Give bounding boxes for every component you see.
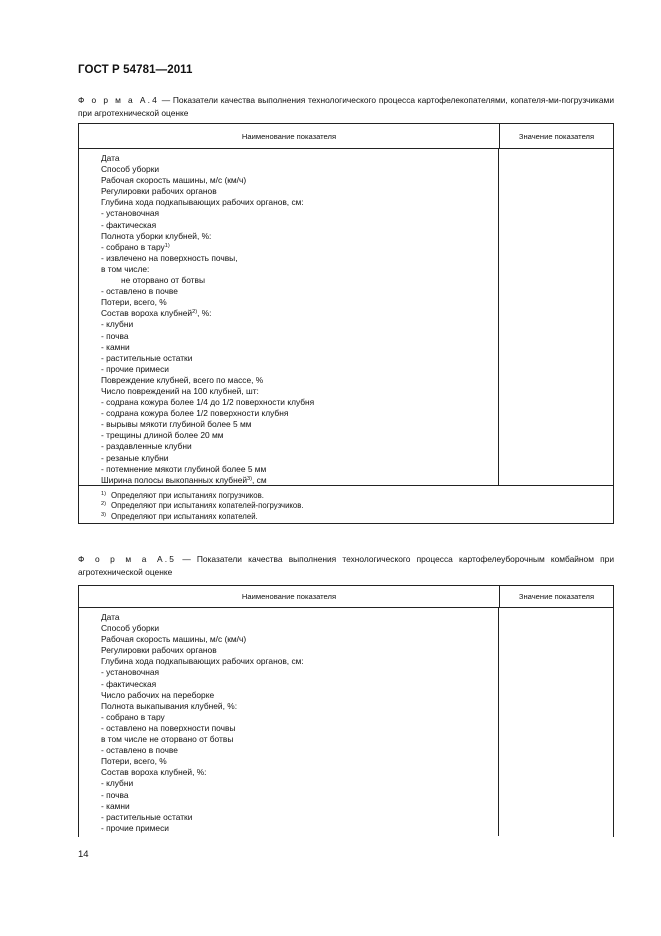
indicator-text: Глубина хода подкапывающих рабочих органов, см:	[101, 656, 304, 667]
indicator-text: в том числе:	[101, 263, 150, 274]
indicator-text: - фактическая	[101, 678, 157, 689]
indicator-text: в том числе не оторвано от ботвы	[101, 734, 234, 745]
indicator-row	[101, 319, 498, 330]
form-a4-caption-text: — Показатели качества выполнения технологического процесса картофелекопателями, копателя-ми-погрузчиками при агротехнической оценке	[78, 95, 614, 118]
footnote-ref: 2)	[192, 309, 198, 316]
indicator-row	[101, 220, 498, 231]
indicator-text: - почва	[101, 330, 129, 341]
indicator-row	[101, 453, 498, 464]
indicator-text: Потери, всего, %	[101, 756, 167, 767]
column-header-value: Значение показателя	[518, 592, 595, 601]
indicator-row	[101, 701, 498, 712]
form-a5-caption	[78, 553, 614, 578]
indicator-text: Регулировки рабочих органов	[101, 645, 217, 656]
indicator-text: - камни	[101, 800, 130, 811]
indicator-row	[101, 386, 498, 397]
indicator-text: - трещины длиной более 20 мм	[101, 430, 224, 441]
form-a5-caption-lead: Ф о р м а А.5	[78, 554, 177, 564]
indicator-row	[101, 756, 498, 767]
indicator-suffix: , см	[252, 474, 267, 485]
indicator-text: - собрано в тару	[101, 711, 165, 722]
footnote: $^{3)}$ Определяют при испытаниях копателей.	[101, 511, 258, 521]
indicator-text: - растительные остатки	[101, 811, 193, 822]
indicator-text: - прочие примеси	[101, 822, 169, 833]
indicator-row	[101, 408, 498, 419]
form-a4-table-body	[79, 149, 613, 486]
indicator-row	[101, 175, 498, 186]
column-header-name: Наименование показателя	[79, 586, 500, 607]
indicator-text: Состав вороха клубней	[101, 308, 193, 319]
footnotes	[79, 486, 613, 522]
indicator-text: - раздавленные клубни	[101, 441, 192, 452]
indicator-row	[101, 397, 498, 408]
indicator-row	[101, 197, 498, 208]
indicator-text: Число рабочих на переборке	[101, 689, 215, 700]
indicator-text: - клубни	[101, 778, 134, 789]
indicator-text: - оставлено на поверхности почвы	[101, 722, 236, 733]
indicator-row	[101, 430, 498, 441]
indicator-row	[101, 778, 498, 789]
indicator-row	[101, 656, 498, 667]
indicator-text: - клубни	[101, 319, 134, 330]
indicator-text: не оторвано от ботвы	[121, 275, 205, 286]
footnote: $^{1)}$ Определяют при испытаниях погрузчиков.	[101, 491, 264, 500]
indicator-row	[101, 679, 498, 690]
indicator-text: Регулировки рабочих органов	[101, 186, 217, 197]
indicator-text: Дата	[101, 612, 120, 622]
indicator-row	[101, 645, 498, 656]
indicator-row	[101, 186, 498, 197]
form-a4-caption-lead: Ф о р м а А.4	[78, 95, 159, 105]
indicator-text: Ширина полосы выкопанных клубней	[101, 474, 248, 485]
footnote-ref: 1)	[164, 242, 170, 249]
indicator-row	[101, 723, 498, 734]
form-a4-caption	[78, 94, 614, 119]
indicator-text: Способ уборки	[101, 164, 160, 175]
value-cell	[499, 149, 613, 485]
indicator-row	[101, 712, 498, 723]
indicator-text: - камни	[101, 341, 130, 352]
column-header-name: Наименование показателя	[79, 124, 500, 148]
indicator-row	[101, 342, 498, 353]
document-header: ГОСТ Р 54781—2011	[78, 64, 193, 76]
footnote: $^{2)}$ Определяют при испытаниях копателей-погрузчиков.	[101, 501, 304, 511]
indicator-text: - почва	[101, 789, 129, 800]
footnote-text: Определяют при испытаниях копателей-погрузчиков.	[111, 501, 304, 511]
indicator-row	[101, 667, 498, 678]
indicator-text: - прочие примеси	[101, 363, 169, 374]
indicator-row	[101, 286, 498, 297]
indicator-text: - установочная	[101, 208, 160, 219]
footnote-ref: 3)	[247, 475, 253, 482]
indicator-row	[101, 801, 498, 812]
indicator-row	[101, 231, 498, 242]
indicator-row	[101, 242, 498, 253]
indicator-row	[101, 364, 498, 375]
indicator-row	[101, 612, 498, 623]
indicator-row	[101, 690, 498, 701]
indicator-text: Потери, всего, %	[101, 297, 167, 308]
indicator-row	[101, 823, 498, 834]
form-a4-table-header	[79, 124, 613, 149]
indicator-text: Способ уборки	[101, 623, 160, 634]
indicator-text: - оставлено в почве	[101, 745, 178, 756]
indicator-text: - содрана кожура более 1/4 до 1/2 поверхности клубня	[101, 397, 315, 408]
indicator-row	[101, 164, 498, 175]
indicator-list	[79, 149, 499, 485]
form-a4-table	[78, 123, 614, 524]
indicator-text: Полнота выкапывания клубней, %:	[101, 700, 238, 711]
indicator-row	[101, 275, 498, 286]
indicator-text: Полнота уборки клубней, %:	[101, 230, 212, 241]
indicator-row	[101, 253, 498, 264]
indicator-text: - резаные клубни	[101, 452, 169, 463]
indicator-text: - оставлено в почве	[101, 286, 178, 297]
indicator-text: Рабочая скорость машины, м/с (км/ч)	[101, 634, 247, 645]
indicator-suffix: , %:	[197, 308, 212, 319]
footnote-text: Определяют при испытаниях копателей.	[111, 511, 258, 521]
form-a5-table	[78, 585, 614, 837]
column-header-value: Значение показателя	[518, 131, 595, 141]
indicator-row	[101, 308, 498, 319]
form-a5-table-header	[79, 586, 613, 608]
indicator-text: Рабочая скорость машины, м/с (км/ч)	[101, 175, 247, 186]
indicator-row	[101, 297, 498, 308]
form-a5-table-body	[79, 608, 613, 836]
indicator-text: - установочная	[101, 667, 160, 678]
indicator-row	[101, 475, 498, 486]
footnote-text: Определяют при испытаниях погрузчиков.	[111, 491, 264, 500]
indicator-row	[101, 153, 498, 164]
indicator-row	[101, 767, 498, 778]
indicator-text: - собрано в тару	[101, 241, 165, 252]
indicator-text: Число повреждений на 100 клубней, шт:	[101, 385, 259, 396]
indicator-text: Дата	[101, 153, 120, 163]
indicator-text: Глубина хода подкапывающих рабочих органов, см:	[101, 197, 304, 208]
indicator-row	[101, 353, 498, 364]
indicator-row	[101, 623, 498, 634]
page-number: 14	[78, 849, 89, 860]
indicator-row	[101, 745, 498, 756]
indicator-text: Состав вороха клубней, %:	[101, 767, 207, 778]
indicator-row	[101, 331, 498, 342]
indicator-text: - содрана кожура более 1/2 поверхности клубня	[101, 408, 289, 419]
form-a5-caption-text: — Показатели качества выполнения технологического процесса картофелеуборочным комбайном при агротехнической оценке	[78, 554, 615, 577]
indicator-row	[101, 441, 498, 452]
indicator-row	[101, 734, 498, 745]
indicator-text: - потемнение мякоти глубиной более 5 мм	[101, 463, 267, 474]
indicator-text: - фактическая	[101, 219, 157, 230]
indicator-row	[101, 464, 498, 475]
indicator-list	[79, 608, 499, 836]
indicator-row	[101, 208, 498, 219]
indicator-row	[101, 634, 498, 645]
indicator-row	[101, 812, 498, 823]
indicator-text: Повреждение клубней, всего по массе, %	[101, 374, 264, 385]
indicator-row	[101, 419, 498, 430]
indicator-row	[101, 264, 498, 275]
indicator-row	[101, 790, 498, 801]
value-cell	[499, 608, 613, 836]
indicator-text: - извлечено на поверхность почвы,	[101, 252, 238, 263]
indicator-row	[101, 375, 498, 386]
indicator-text: - растительные остатки	[101, 352, 193, 363]
indicator-text: - вырывы мякоти глубиной более 5 мм	[101, 419, 252, 430]
